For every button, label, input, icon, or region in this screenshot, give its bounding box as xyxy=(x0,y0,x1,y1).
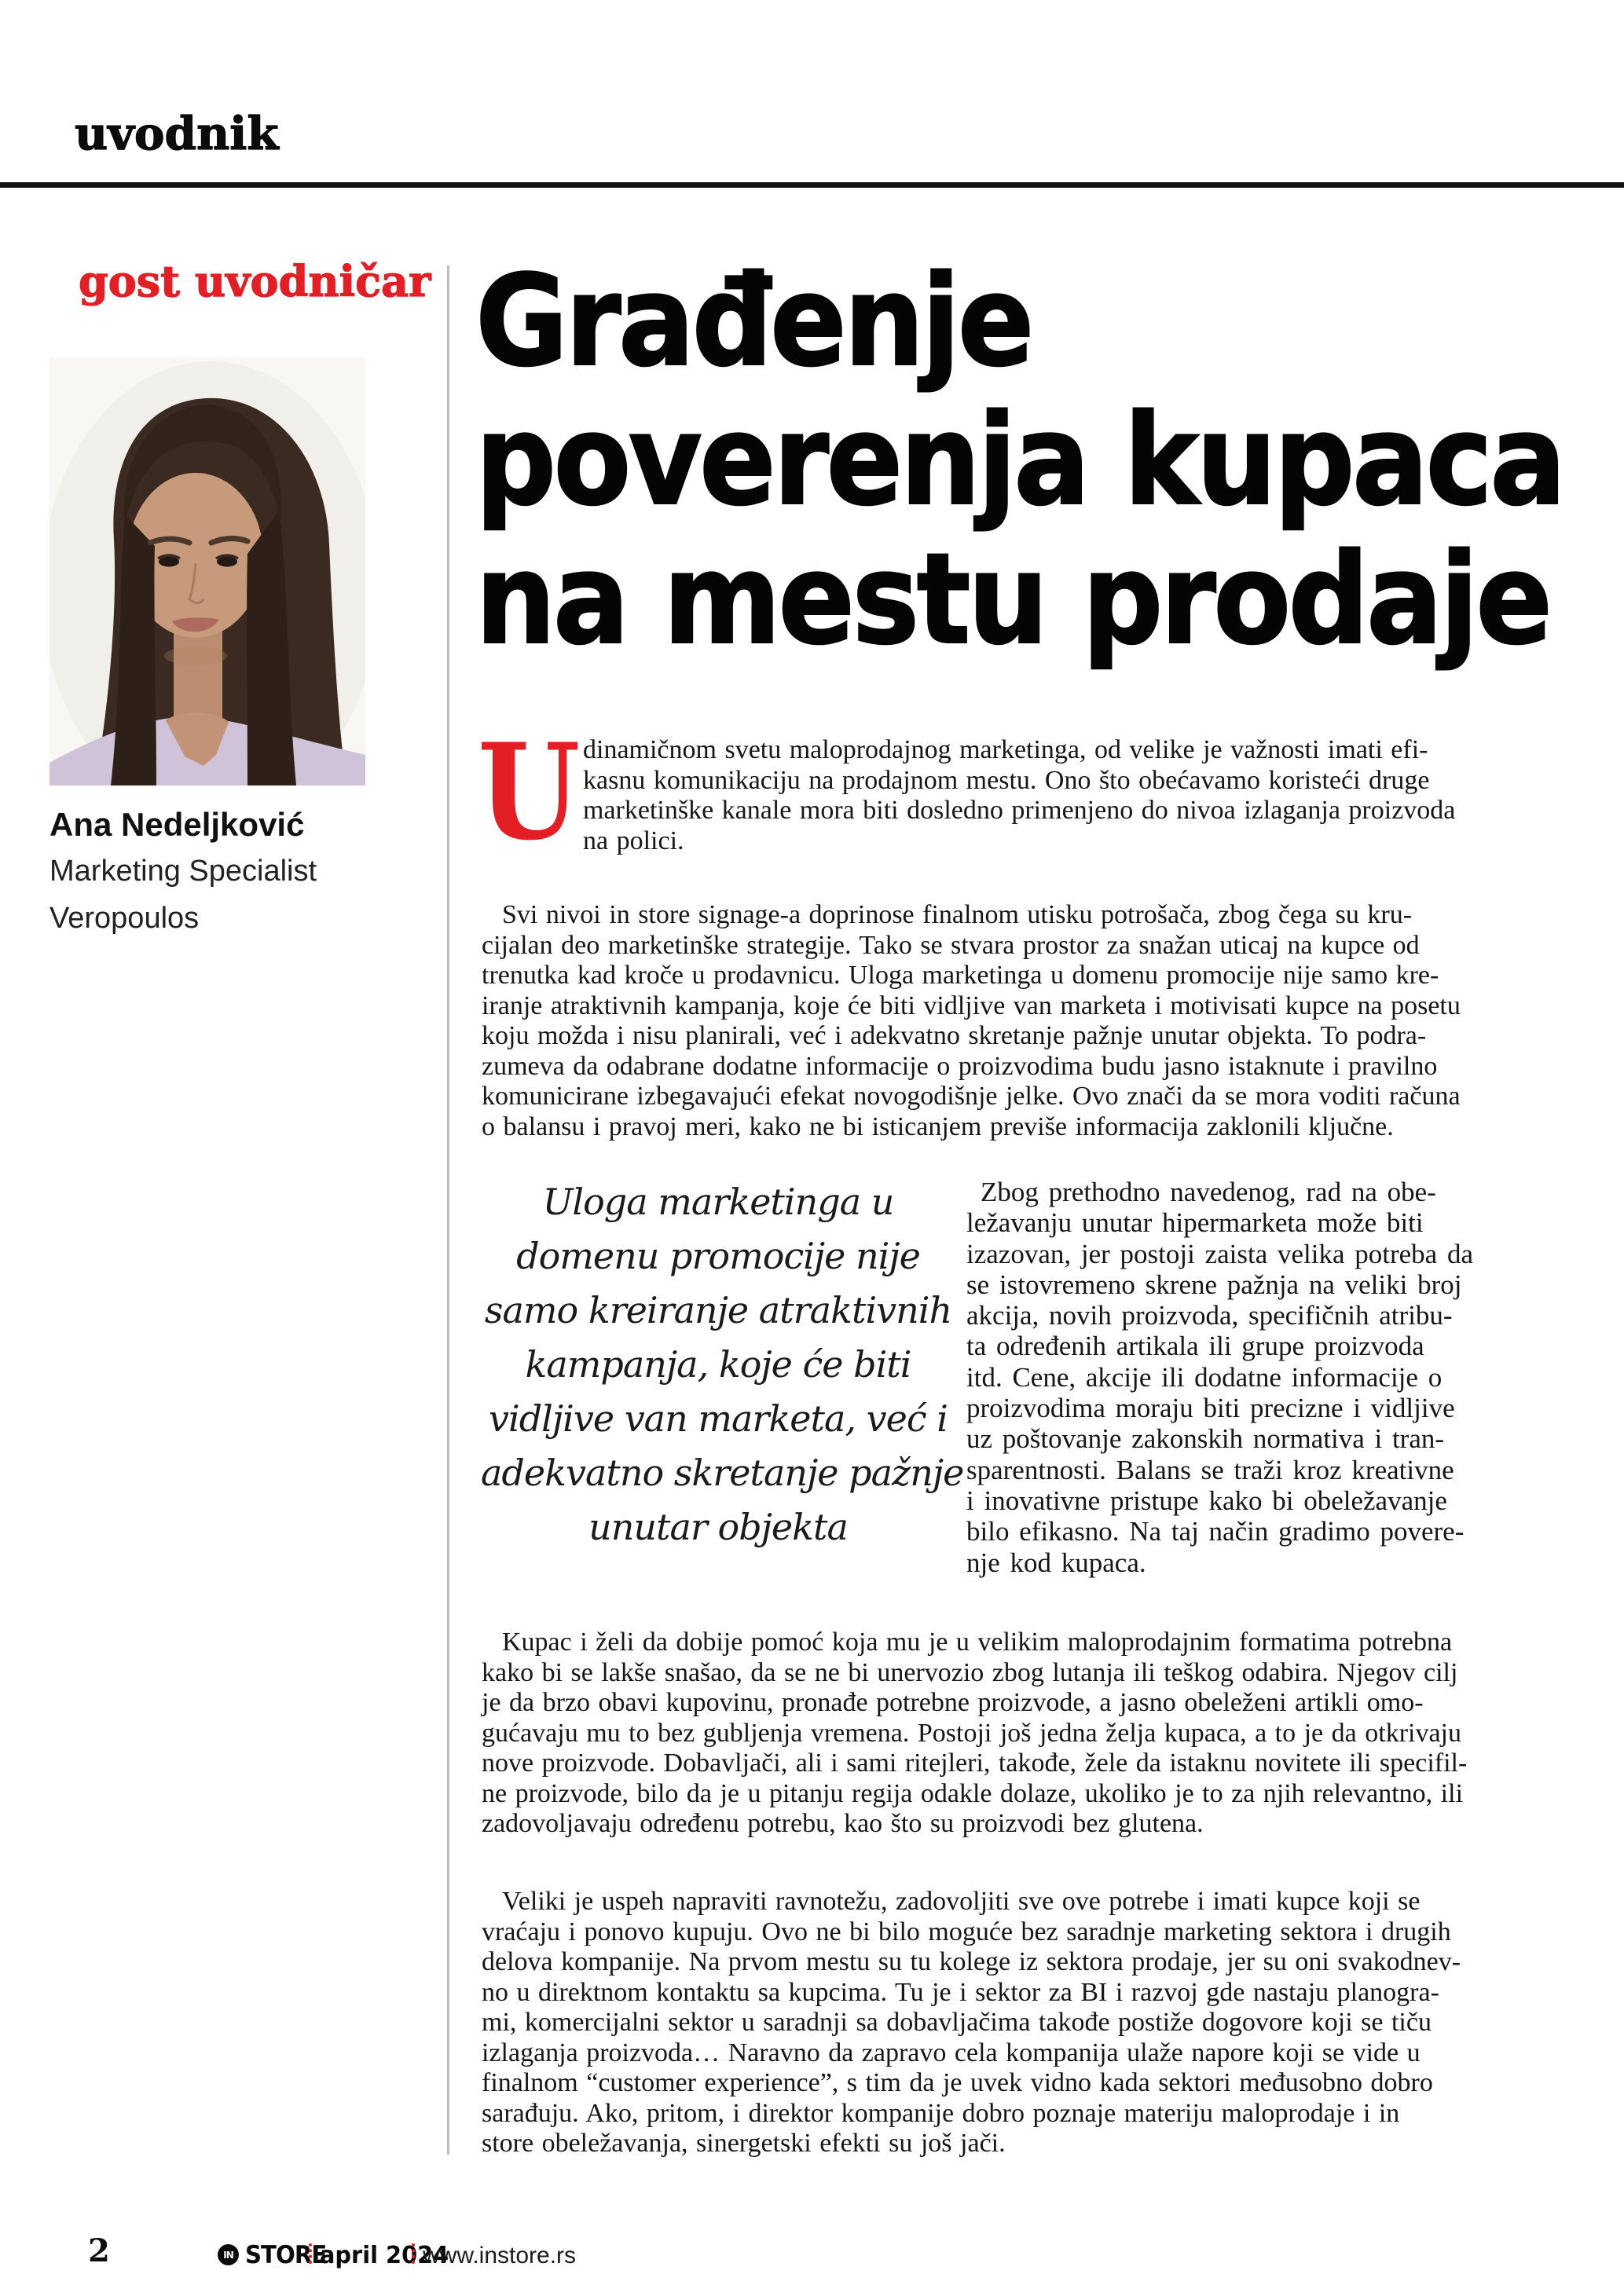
text-line: gućavaju mu to bez gubljenja vremena. Postoji još jedna želja kupaca, a to je da otkrivaju xyxy=(482,1718,1461,1748)
text-line: sarađuju. Ako, pritom, i direktor kompanije dobro poznaje materiju maloprodaje i in xyxy=(482,2098,1400,2128)
issue-date: april 2024 xyxy=(320,2242,449,2269)
kicker-label: gost uvodničar xyxy=(79,256,431,306)
text-line: proizvodima moraju biti precizne i vidljive xyxy=(966,1393,1455,1424)
text-line: zumeva da odabrane dodatne informacije o proizvodima budu jasno istaknute i pravilno xyxy=(482,1051,1438,1081)
text-line: cijalan deo marketinške strategije. Tako se stvara prostor za snažan uticaj na kupce od xyxy=(482,930,1420,960)
text-line: vraćaju i ponovo kupuju. Ovo ne bi bilo moguće bez saradnje marketing sektora i drugih xyxy=(482,1917,1451,1946)
author-photo xyxy=(49,357,365,785)
text-line: Svi nivoi in store signage-a doprinose finalnom utisku potrošača, zbog čega su kru- xyxy=(502,900,1413,929)
dotted-divider-icon xyxy=(412,2243,415,2264)
text-line: itd. Cene, akcije ili dodatne informacije o xyxy=(966,1361,1443,1393)
text-line: no u direktnom kontaktu sa kupcima. Tu je i sektor za BI i razvoj gde nastaju planogra- xyxy=(482,1977,1439,2007)
text-line: mi, komercijalni sektor u saradnji sa dobavljačima takođe postiže dogovore koji se tiču xyxy=(482,2008,1432,2037)
text-line: dinamičnom svetu maloprodajnog marketinga, od velike je važnosti imati efi- xyxy=(583,735,1428,764)
text-line: akcija, novih proizvoda, specifičnih atribu- xyxy=(966,1300,1453,1331)
text-line: kako bi se lakše snašao, da se ne bi unervozio zbog lutanja ili teškog odabira. Njegov cilj xyxy=(482,1657,1458,1687)
author-name: Ana Nedeljković xyxy=(49,806,305,843)
text-line: Zbog prethodno navedenog, rad na obe- xyxy=(981,1177,1436,1207)
text-line: koju možda i nisu planirali, već i adekvatno skretanje pažnje unutar objekta. To podra- xyxy=(482,1021,1427,1050)
text-line: nove proizvode. Dobavljači, ali i sami ritejleri, takođe, žele da istaknu novitete ili specifil- xyxy=(482,1749,1468,1778)
top-rule xyxy=(0,182,1624,188)
text-line: marketinške kanale mora biti dosledno primenjeno do nivoa izlaganja proizvoda xyxy=(583,796,1456,825)
text-line: komunicirane izbegavajući efekat novogodišnje jelke. Ovo znači da se mora voditi računa xyxy=(482,1082,1461,1111)
woman-portrait-photo xyxy=(49,357,365,785)
text-line: se istovremeno skrene pažnja na veliki broj xyxy=(966,1269,1462,1300)
text-line: izazovan, jer postoji zaista velika potreba da xyxy=(966,1238,1473,1269)
text-line: adekvatno skretanje pažnje xyxy=(481,1452,964,1494)
paragraph-4 xyxy=(482,1887,1589,2159)
text-line: kampanja, koje će biti xyxy=(525,1343,911,1386)
text-line: Veliki je uspeh napraviti ravnotežu, zadovoljiti sve ove potrebe i imati kupce koji se xyxy=(502,1887,1421,1916)
vertical-divider xyxy=(447,265,449,2155)
text-line: delova kompanije. Na prvom mestu su tu kolege iz sektora prodaje, jer su oni svakodnev- xyxy=(482,1947,1461,1976)
text-line: vidljive van marketa, već i xyxy=(489,1397,948,1440)
text-line: unutar objekta xyxy=(588,1506,848,1548)
text-line: domenu promocije nije xyxy=(516,1235,920,1277)
text-line: sparentnosti. Balans se traži kroz kreativne xyxy=(966,1454,1454,1485)
paragraph-3 xyxy=(482,1628,1589,1840)
pull-quote xyxy=(481,1175,964,1554)
paragraph-2 xyxy=(482,900,1589,1142)
text-line: store obeležavanja, sinergetski efekti su još jači. xyxy=(482,2129,1006,2158)
intro-paragraph xyxy=(583,735,1589,856)
text-line: kasnu komunikaciju na prodajnom mestu. Ono što obećavamo koristeći druge xyxy=(583,765,1430,795)
text-line: izlaganja proizvoda… Naravno da zapravo cela kompanija ulaže napore koji se vide u xyxy=(482,2038,1421,2067)
article-title-line-2: poverenja kupaca xyxy=(475,386,1564,533)
section-label: uvodnik xyxy=(75,107,279,160)
text-line: i inovativne pristupe kako bi obeležavanje xyxy=(966,1485,1447,1516)
text-line: zadovoljavaju određenu potrebu, kao što su proizvodi bez glutena. xyxy=(482,1809,1204,1838)
page-number: 2 xyxy=(88,2232,110,2269)
instore-logo-store: STORE xyxy=(245,2241,327,2269)
dotted-divider-icon xyxy=(309,2243,312,2264)
text-line: ležavanju unutar hipermarketa može biti xyxy=(966,1207,1424,1239)
instore-logo-circle-icon xyxy=(218,2244,239,2265)
text-line: ta određenih artikala ili grupe proizvoda xyxy=(966,1331,1424,1362)
right-column-paragraph xyxy=(966,1177,1587,1578)
text-line: Uloga marketinga u xyxy=(542,1181,894,1223)
text-line: iranje atraktivnih kampanja, koje će biti vidljive van marketa i motivisati kupce na posetu xyxy=(482,991,1461,1020)
article-title-line-1: Građenje xyxy=(475,247,1032,394)
text-line: samo kreiranje atraktivnih xyxy=(484,1289,952,1331)
author-company: Veropoulos xyxy=(49,902,200,935)
text-line: nje kod kupaca. xyxy=(966,1547,1146,1578)
text-line: trenutka kad kroče u prodavnicu. Uloga marketinga u domenu promocije nije samo kre- xyxy=(482,961,1439,990)
text-line: bilo efikasno. Na taj način gradimo povere- xyxy=(966,1516,1465,1547)
article-title-line-3: na mestu prodaje xyxy=(475,525,1550,672)
text-line: o balansu i pravoj meri, kako ne bi isticanjem previše informacija zaklonili ključne. xyxy=(482,1111,1394,1141)
text-line: na polici. xyxy=(583,826,684,855)
text-line: ne proizvode, bilo da je u pitanju regija odakle dolaze, ukoliko je to za njih relevantno, ili xyxy=(482,1778,1464,1808)
website-url: www.instore.rs xyxy=(423,2243,577,2269)
text-line: Kupac i želi da dobije pomoć koja mu je u velikim maloprodajnim formatima potrebna xyxy=(502,1628,1453,1657)
text-line: finalnom “customer experience”, s tim da je uvek vidno kada sektori međusobno dobro xyxy=(482,2068,1433,2097)
drop-cap: U xyxy=(478,714,581,870)
text-line: je da brzo obavi kupovinu, pronađe potrebne proizvode, a jasno obeleženi artikli omo- xyxy=(482,1688,1424,1717)
author-role: Marketing Specialist xyxy=(49,855,317,888)
instore-logo-in: IN xyxy=(223,2249,233,2261)
text-line: uz poštovanje zakonskih normativa i tran- xyxy=(966,1423,1445,1455)
